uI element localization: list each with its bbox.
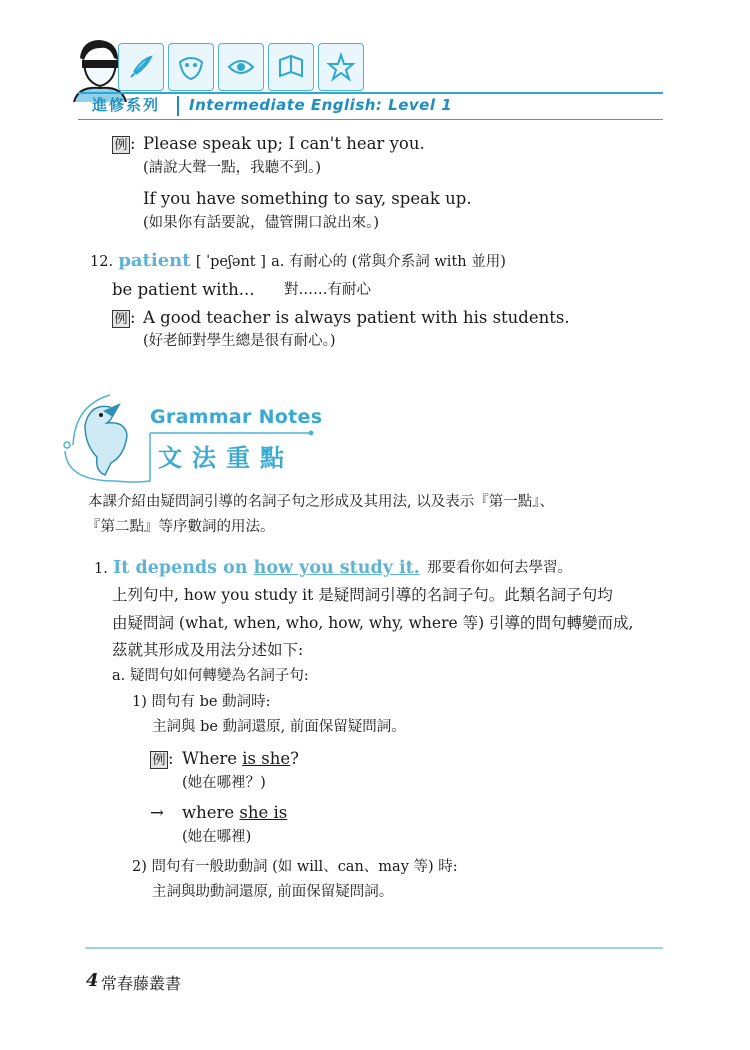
vocab-number: 12.: [90, 254, 114, 270]
case-title: 2) 問句有一般助動詞 (如 will、can、may 等) 時:: [132, 859, 458, 875]
example-translation: (如果你有話要說，儘管開口說出來。): [143, 215, 380, 231]
explanation-line: 上列句中, how you study it 是疑問詞引導的名詞子句。此類名詞子句均: [112, 586, 613, 604]
point-heading: [94, 557, 420, 579]
header-icon-strip: [118, 43, 376, 93]
tile-icon-star: [318, 43, 364, 91]
vocab-entry: [90, 250, 506, 272]
vocab-phrase: be patient with...: [112, 280, 255, 299]
intro-line: 『第二點』等序數詞的用法。: [86, 519, 275, 535]
example-translation: (她在哪裡): [182, 829, 252, 845]
case-rule: 主詞與 be 動詞還原, 前面保留疑問詞。: [152, 719, 406, 735]
header-rule-bottom: [78, 119, 663, 120]
page-number: 4: [86, 970, 99, 991]
explanation-line: 由疑問詞 (what, when, who, how, why, where 等) 引導的問句轉變而成,: [112, 614, 634, 632]
vocab-phrase-meaning: 對……有耐心: [284, 282, 371, 298]
example-translation: (請說大聲一點，我聽不到。): [143, 160, 322, 176]
grammar-notes-title-zh: 文法重點: [158, 444, 294, 472]
tile-icon-eye: [218, 43, 264, 91]
vocab-definition: a. 有耐心的 (常與介系詞 with 並用): [271, 254, 506, 270]
example-sentence: If you have something to say, speak up.: [143, 189, 472, 208]
tile-icon-book: [268, 43, 314, 91]
example-clause: where she is: [182, 803, 288, 822]
series-label: 進修系列: [92, 96, 161, 114]
point-number: 1.: [94, 561, 108, 577]
vocab-pronunciation: [ ˈpeʃənt ]: [195, 254, 266, 270]
header-separator: [177, 96, 179, 116]
example-sentence: A good teacher is always patient with his students.: [143, 308, 570, 327]
explanation-line: 茲就其形成及用法分述如下:: [112, 641, 304, 659]
example-translation: (好老師對學生總是很有耐心。): [143, 333, 336, 349]
vocab-word: patient: [118, 250, 191, 271]
subpoint-heading: a. 疑問句如何轉變為名詞子句:: [112, 668, 309, 684]
example-question: Where is she?: [182, 749, 299, 768]
example-marker: 例 :: [112, 308, 136, 328]
tile-icon-mask: [168, 43, 214, 91]
example-translation: (她在哪裡？): [182, 775, 266, 791]
publisher-label: 常春藤叢書: [101, 974, 182, 993]
example-sentence: Please speak up; I can't hear you.: [143, 134, 425, 153]
example-marker: 例 :: [112, 134, 136, 154]
case-title: 1) 問句有 be 動詞時:: [132, 694, 271, 710]
example-marker: 例 :: [150, 749, 174, 769]
header-rule: [78, 92, 663, 94]
key-sentence-part: It depends on: [113, 558, 254, 578]
grammar-notes-title-en: Grammar Notes: [150, 406, 323, 428]
key-sentence-clause: how you study it.: [253, 558, 420, 578]
book-title: Intermediate English: Level 1: [189, 96, 453, 114]
footer-rule: [85, 947, 663, 949]
intro-line: 本課介紹由疑問詞引導的名詞子句之形成及其用法, 以及表示『第一點』、: [88, 494, 554, 510]
key-sentence-translation: 那要看你如何去學習。: [427, 560, 572, 576]
arrow-icon: →: [150, 803, 164, 822]
case-rule: 主詞與助動詞還原, 前面保留疑問詞。: [152, 884, 394, 900]
